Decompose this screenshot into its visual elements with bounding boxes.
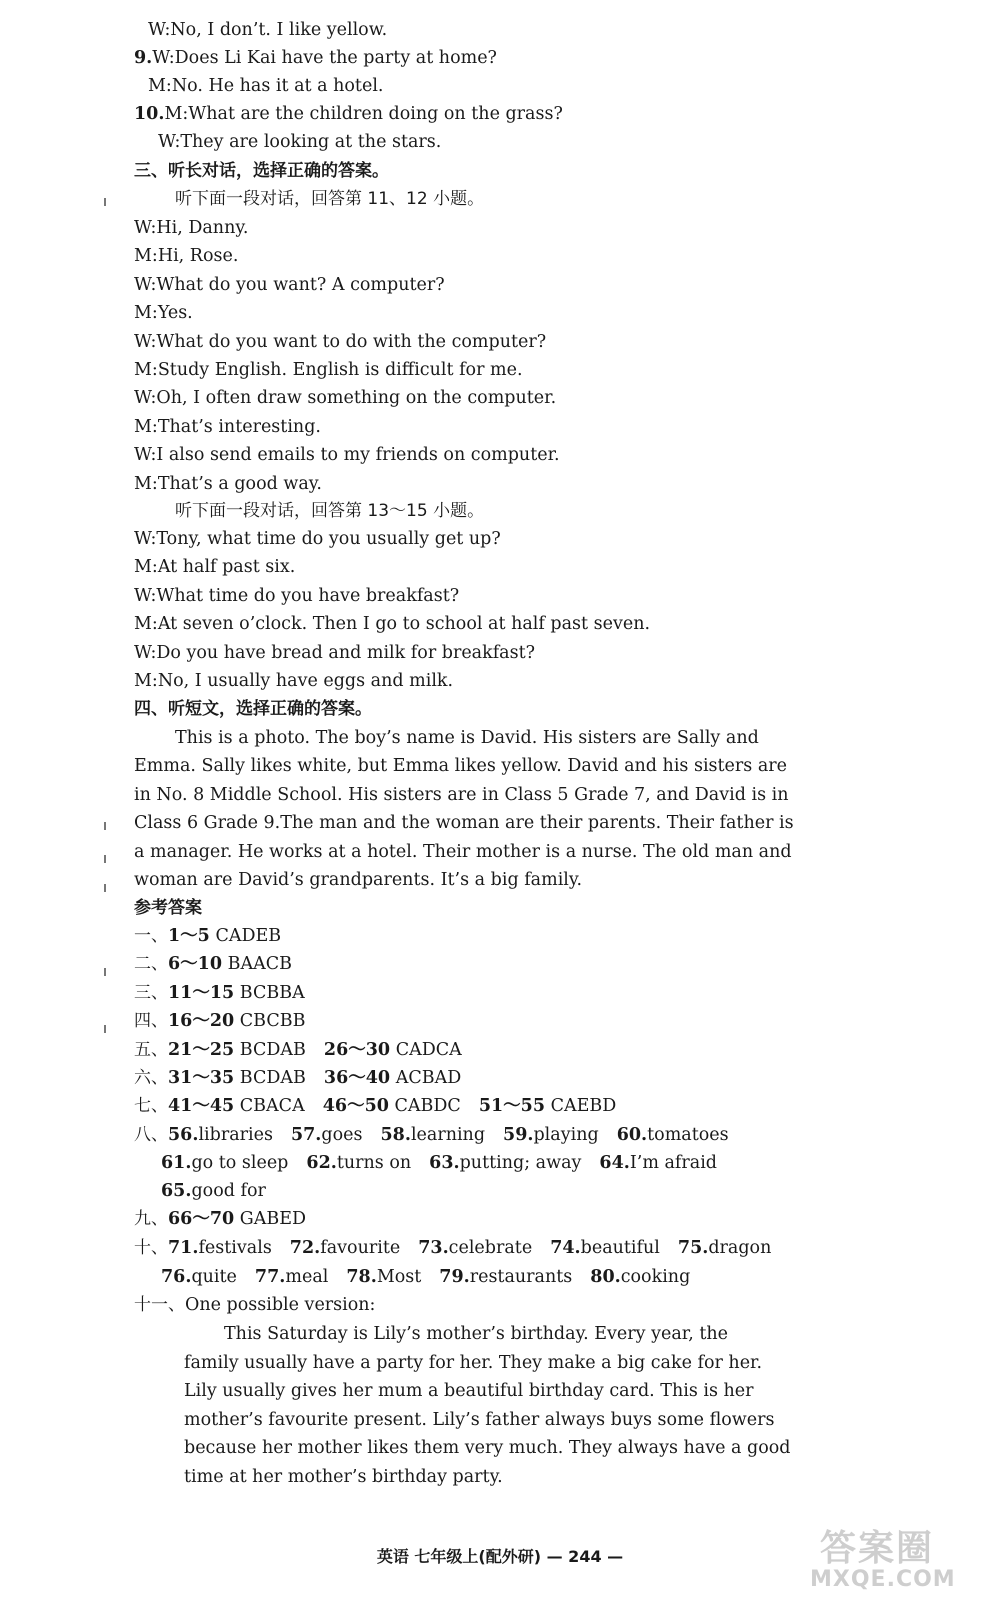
answer-word: turns on	[336, 1153, 412, 1173]
dialogue-line: W:Oh, I often draw something on the computer.	[134, 388, 557, 409]
answer-number: 74.	[550, 1238, 581, 1258]
answer-group	[168, 928, 281, 946]
answer-word: Most	[376, 1267, 422, 1287]
answer-row	[134, 1013, 305, 1031]
answer-number: 77.	[254, 1267, 286, 1287]
answer-group	[168, 1039, 306, 1060]
section-prefix: 一、	[134, 926, 168, 946]
answer-number: 71.	[168, 1238, 199, 1258]
fill-answer	[161, 1269, 237, 1287]
dialogue-line: M:Hi, Rose.	[134, 246, 239, 267]
section9-prefix: 九、	[134, 1209, 168, 1229]
fill-answer	[291, 1127, 363, 1145]
answer-letters: CABDC	[394, 1096, 461, 1117]
watermark-logo	[810, 1520, 980, 1592]
utterance: :Does Li Kai have the party at home?	[168, 48, 497, 68]
answer-word: festivals	[198, 1238, 272, 1258]
answer-letters: BCDAB	[239, 1068, 306, 1088]
answer-letters: CBACA	[239, 1096, 305, 1117]
answer-letters: CADEB	[215, 926, 282, 946]
answer-group	[168, 982, 305, 1003]
fill-answer	[439, 1269, 572, 1287]
dialogue-line: M:Yes.	[134, 303, 193, 324]
fill-answer-row	[161, 1155, 717, 1173]
answer-number: 75.	[677, 1238, 709, 1258]
answer-range: 46～50	[322, 1096, 389, 1117]
section-prefix: 二、	[134, 954, 168, 975]
essay-line: mother’s favourite present. Lily’s father always buys some flowers	[184, 1409, 775, 1430]
answer-number: 60.	[616, 1125, 648, 1145]
fill-answer	[161, 1155, 288, 1173]
answer-range: 11～15	[168, 982, 235, 1003]
answer-number: 80.	[590, 1267, 621, 1287]
answer-number: 72.	[289, 1238, 321, 1258]
section-prefix: 四、	[134, 1011, 168, 1032]
section9-ans: GABED	[239, 1209, 307, 1229]
answer-number: 61.	[161, 1153, 192, 1173]
watermark-logo-text: 答案圈	[820, 1528, 935, 1569]
utterance: :What are the children doing on the grass?	[182, 104, 563, 124]
answers-title: 参考答案	[134, 898, 202, 918]
fill-answer	[290, 1240, 400, 1258]
answer-word: tomatoes	[647, 1125, 729, 1145]
utterance: :No, I don’t. I like yellow.	[164, 20, 388, 40]
section4-title: 四、听短文，选择正确的答案。	[134, 699, 372, 719]
answer-number: 78.	[346, 1267, 377, 1287]
answer-word: celebrate	[448, 1238, 533, 1258]
watermark-url: MXQE.COM	[810, 1567, 956, 1592]
answer-group	[168, 1013, 305, 1031]
section11-heading	[134, 1297, 375, 1315]
answer-row	[134, 1098, 616, 1116]
fill-answer	[590, 1269, 690, 1287]
answer-letters: BAACB	[227, 954, 292, 975]
dialogue-line: M:At half past six.	[134, 557, 296, 578]
essay-line: because her mother likes them very much. They always have a good	[184, 1438, 791, 1458]
margin-mark	[104, 968, 106, 976]
answer-range: 26～30	[323, 1039, 391, 1060]
section9-answers	[134, 1211, 306, 1229]
answer-row	[134, 982, 305, 1003]
answer-word: goes	[321, 1125, 363, 1145]
answer-row	[134, 1039, 462, 1060]
answer-number: 62.	[306, 1153, 337, 1173]
section9-range: 66～70	[168, 1209, 235, 1229]
dialogue-line: M:That’s a good way.	[134, 473, 322, 494]
answer-word: good for	[191, 1181, 266, 1201]
answer-number: 56.	[168, 1125, 199, 1145]
margin-mark	[104, 1025, 106, 1033]
margin-mark	[104, 198, 106, 206]
section-prefix: 七、	[134, 1096, 168, 1117]
section-prefix: 五、	[134, 1039, 168, 1060]
margin-mark	[104, 822, 106, 830]
speaker: W	[152, 48, 169, 68]
fill-answer	[418, 1240, 532, 1258]
dialogue-line: W:Tony, what time do you usually get up?	[134, 529, 501, 549]
answer-word: meal	[285, 1267, 329, 1287]
speaker: M	[148, 76, 166, 96]
instruction-13-15: 听下面一段对话，回答第 13～15 小题。	[175, 501, 485, 521]
essay-line: Lily usually gives her mum a beautiful birthday card. This is her	[184, 1381, 754, 1401]
dialogue-line: W:I also send emails to my friends on computer.	[134, 445, 560, 466]
question-number: 10.	[134, 104, 165, 124]
fill-answer	[550, 1240, 660, 1258]
dialogue-line	[158, 134, 441, 152]
section-prefix: 六、	[134, 1068, 168, 1088]
utterance: :They are looking at the stars.	[174, 132, 442, 152]
dialogue-line: W:What do you want to do with the computer?	[134, 331, 547, 352]
answer-row	[134, 1070, 461, 1088]
passage-line: in No. 8 Middle School. His sisters are in Class 5 Grade 7, and David is in	[134, 784, 789, 805]
answer-range: 36～40	[323, 1068, 391, 1088]
dialogue-line: M:Study English. English is difficult for me.	[134, 360, 523, 380]
answer-word: I’m afraid	[629, 1153, 718, 1173]
answer-group	[479, 1098, 617, 1116]
answer-range: 1～5	[168, 926, 210, 946]
answer-range: 31～35	[168, 1068, 235, 1088]
answer-number: 57.	[290, 1125, 322, 1145]
dialogue-line	[134, 50, 497, 68]
passage-line: a manager. He works at a hotel. Their mother is a nurse. The old man and	[134, 841, 792, 862]
answer-row	[134, 956, 292, 974]
answer-word: cooking	[620, 1267, 691, 1287]
fill-answer	[380, 1127, 485, 1145]
utterance: :No. He has it at a hotel.	[165, 76, 384, 96]
answer-word: beautiful	[580, 1238, 660, 1258]
page-footer: 英语 七年级上(配外研) — 244 —	[376, 1547, 624, 1566]
passage-line: Class 6 Grade 9.The man and the woman are their parents. Their father is	[134, 813, 794, 834]
fill-answer	[168, 1240, 272, 1258]
answer-letters: BCDAB	[239, 1039, 306, 1060]
answer-number: 76.	[161, 1267, 192, 1287]
essay-line: time at her mother’s birthday party.	[184, 1466, 503, 1487]
answer-word: dragon	[708, 1238, 772, 1258]
speaker: W	[148, 20, 165, 40]
answer-number: 58.	[380, 1125, 411, 1145]
answer-group	[168, 1098, 305, 1116]
fill-answer-row	[134, 1127, 729, 1145]
passage-line: Emma. Sally likes white, but Emma likes yellow. David and his sisters are	[134, 756, 787, 777]
margin-mark	[104, 855, 106, 863]
fill-answer	[346, 1269, 421, 1287]
dialogue-line: W:Hi, Danny.	[134, 218, 249, 238]
dialogue-line: M:At seven o’clock. Then I go to school at half past seven.	[134, 614, 651, 635]
essay-line: family usually have a party for her. They make a big cake for her.	[184, 1352, 763, 1373]
instruction-11-12: 听下面一段对话，回答第 11、12 小题。	[175, 189, 485, 209]
section11-prefix: 十一、	[134, 1295, 185, 1315]
answer-range: 41～45	[168, 1096, 235, 1117]
answer-letters: CBCBB	[239, 1011, 306, 1032]
fill-answer-row	[161, 1183, 266, 1201]
section11-label: One possible version:	[185, 1295, 376, 1315]
answer-word: learning	[410, 1125, 486, 1145]
dialogue-line: M:No, I usually have eggs and milk.	[134, 671, 454, 691]
dialogue-line: M:That’s interesting.	[134, 416, 321, 437]
answer-number: 73.	[418, 1238, 449, 1258]
fill-answer	[168, 1127, 273, 1145]
answer-group	[168, 1070, 306, 1088]
margin-mark	[104, 884, 106, 892]
answer-word: quite	[191, 1267, 237, 1287]
dialogue-line: W:What time do you have breakfast?	[134, 585, 460, 606]
answer-word: go to sleep	[191, 1153, 289, 1173]
answer-number: 79.	[439, 1267, 470, 1287]
answer-number: 63.	[429, 1153, 460, 1173]
answer-group	[323, 1098, 461, 1116]
fill-answer	[429, 1155, 581, 1173]
section8-prefix: 八、	[134, 1125, 168, 1145]
section3-title: 三、听长对话，选择正确的答案。	[134, 161, 389, 181]
fill-answer-row	[134, 1240, 771, 1258]
answer-letters: ACBAD	[395, 1068, 462, 1088]
dialogue-line: W:Do you have bread and milk for breakfast?	[134, 642, 536, 663]
answer-number: 64.	[599, 1153, 630, 1173]
fill-answer	[599, 1155, 717, 1173]
answer-word: playing	[533, 1125, 599, 1145]
answer-letters: CAEBD	[550, 1096, 617, 1117]
fill-answer	[161, 1183, 266, 1201]
fill-answer	[678, 1240, 771, 1258]
answer-range: 16～20	[168, 1011, 235, 1032]
answer-group	[168, 956, 292, 974]
dialogue-line	[148, 78, 383, 96]
speaker: M	[164, 104, 183, 124]
answer-word: putting; away	[459, 1153, 582, 1173]
answer-word: restaurants	[469, 1267, 573, 1287]
section10-prefix: 十、	[134, 1238, 168, 1258]
answer-letters: CADCA	[395, 1039, 462, 1060]
answer-number: 65.	[161, 1181, 192, 1201]
answer-letters: BCBBA	[239, 982, 305, 1003]
fill-answer	[617, 1127, 729, 1145]
dialogue-line	[134, 106, 563, 124]
dialogue-line	[148, 22, 387, 40]
passage-line: This is a photo. The boy’s name is David. His sisters are Sally and	[175, 728, 759, 748]
speaker: W	[158, 132, 175, 152]
fill-answer-row	[161, 1269, 690, 1287]
answer-range: 21～25	[168, 1039, 235, 1060]
essay-line: This Saturday is Lily’s mother’s birthday. Every year, the	[224, 1324, 728, 1344]
dialogue-line: W:What do you want? A computer?	[134, 274, 445, 295]
fill-answer	[503, 1127, 599, 1145]
question-number: 9.	[134, 48, 153, 68]
section-prefix: 三、	[134, 982, 168, 1003]
answer-word: libraries	[198, 1125, 273, 1145]
passage-line: woman are David’s grandparents. It’s a big family.	[134, 870, 583, 890]
answer-group	[323, 1039, 462, 1060]
fill-answer	[255, 1269, 328, 1287]
answer-number: 59.	[503, 1125, 534, 1145]
answer-range: 51～55	[478, 1096, 546, 1117]
answer-row	[134, 928, 281, 946]
answer-group	[324, 1070, 461, 1088]
answer-range: 6～10	[168, 954, 223, 975]
fill-answer	[306, 1155, 411, 1173]
answer-word: favourite	[320, 1238, 401, 1258]
